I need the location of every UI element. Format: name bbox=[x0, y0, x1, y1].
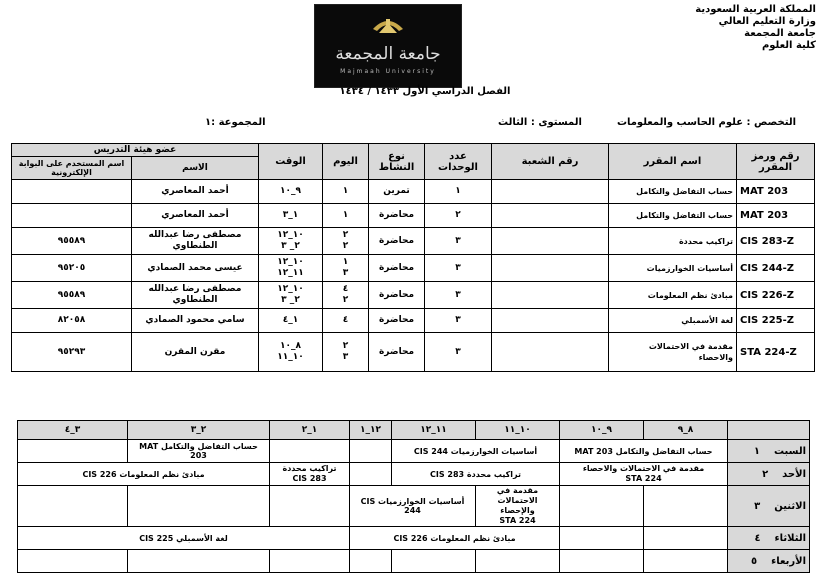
course-code-cell: CIS 225-Z bbox=[737, 309, 815, 333]
units-cell: ٣ bbox=[425, 309, 492, 333]
cell-tue-9-10 bbox=[560, 527, 644, 550]
table-row bbox=[12, 309, 815, 333]
cell-wed-3-4 bbox=[18, 550, 128, 573]
section-cell bbox=[492, 282, 609, 309]
header-faculty-name: الاسم bbox=[132, 157, 259, 180]
cell-wed-2-3 bbox=[128, 550, 270, 573]
course-code-cell: MAT 203 bbox=[737, 204, 815, 228]
day-wednesday: الأربعاء ٥ bbox=[728, 550, 810, 573]
units-cell: ١ bbox=[425, 180, 492, 204]
course-code-cell: CIS 244-Z bbox=[737, 255, 815, 282]
portal-user-cell: ٩٥٥٨٩ bbox=[12, 228, 132, 255]
activity-cell: محاضرة bbox=[369, 333, 425, 372]
section-cell bbox=[492, 180, 609, 204]
timetable-corner bbox=[728, 421, 810, 440]
portal-user-cell bbox=[12, 204, 132, 228]
university-logo bbox=[314, 4, 462, 88]
day-cell: ٢ ٣ bbox=[323, 333, 369, 372]
table-row bbox=[12, 180, 815, 204]
faculty-name-cell: مقرن المقرن bbox=[132, 333, 259, 372]
course-name-cell: تراكيب محددة bbox=[609, 228, 737, 255]
units-cell: ٣ bbox=[425, 282, 492, 309]
header-activity: نوع النشاط bbox=[369, 144, 425, 180]
table-row bbox=[12, 282, 815, 309]
faculty-name-cell: عيسى محمد الصمادي bbox=[132, 255, 259, 282]
time-cell: ١٠_١٢ ٢_ ٣ bbox=[259, 282, 323, 309]
university-line: جامعة المجمعة bbox=[744, 28, 816, 39]
course-code-cell: CIS 283-Z bbox=[737, 228, 815, 255]
section-cell bbox=[492, 228, 609, 255]
section-cell bbox=[492, 333, 609, 372]
cell-sun-12-1 bbox=[350, 463, 392, 486]
header-time: الوقت bbox=[259, 144, 323, 180]
course-name-cell: لغة الأسمبلي bbox=[609, 309, 737, 333]
units-cell: ٣ bbox=[425, 255, 492, 282]
portal-user-cell: ٨٢٠٥٨ bbox=[12, 309, 132, 333]
day-cell: ١ bbox=[323, 204, 369, 228]
time-slot-header: ١٠_١١ bbox=[476, 421, 560, 440]
portal-user-cell: ٩٥٢٩٣ bbox=[12, 333, 132, 372]
section-cell bbox=[492, 309, 609, 333]
cell-wed-1-2 bbox=[270, 550, 350, 573]
portal-user-cell: ٩٥٢٠٥ bbox=[12, 255, 132, 282]
day-cell: ٤ ٢ bbox=[323, 282, 369, 309]
course-name-cell: أساسيات الخوارزميات bbox=[609, 255, 737, 282]
course-code-cell: CIS 226-Z bbox=[737, 282, 815, 309]
college-line: كلية العلوم bbox=[761, 40, 816, 51]
cell-mon-10-11: مقدمة في الاحتمالات والإحصاء STA 224 bbox=[476, 486, 560, 527]
cell-sun-1-2: تراكيب محددة CIS 283 bbox=[270, 463, 350, 486]
cell-mon-2-3 bbox=[128, 486, 270, 527]
portal-user-cell: ٩٥٥٨٩ bbox=[12, 282, 132, 309]
cell-sun-8-10: مقدمة في الاحتمالات والاحصاء STA 224 bbox=[560, 463, 728, 486]
course-name-cell: حساب التفاضل والتكامل bbox=[609, 180, 737, 204]
cell-sat-1-2 bbox=[270, 440, 350, 463]
activity-cell: محاضرة bbox=[369, 309, 425, 333]
header-course-name: اسم المقرر bbox=[609, 144, 737, 180]
portal-user-cell bbox=[12, 180, 132, 204]
cell-sat-10-12: أساسيات الخوارزميات CIS 244 bbox=[392, 440, 560, 463]
course-name-cell: مبادئ نظم المعلومات bbox=[609, 282, 737, 309]
group-label: المجموعة :١ bbox=[205, 117, 266, 128]
time-cell: ١٠_١٢ ٢_ ٣ bbox=[259, 228, 323, 255]
cell-sat-3-4 bbox=[18, 440, 128, 463]
time-slot-header: ٩_١٠ bbox=[560, 421, 644, 440]
time-slot-header: ٣_٤ bbox=[18, 421, 128, 440]
table-row bbox=[12, 228, 815, 255]
day-sunday: الأحد ٢ bbox=[728, 463, 810, 486]
cell-mon-9-10 bbox=[560, 486, 644, 527]
cell-mon-1-2 bbox=[270, 486, 350, 527]
cell-wed-8-9 bbox=[644, 550, 728, 573]
activity-cell: تمرين bbox=[369, 180, 425, 204]
header-portal-user: اسم المستخدم على البوابة الإلكترونية bbox=[12, 157, 132, 180]
course-code-cell: MAT 203 bbox=[737, 180, 815, 204]
time-slot-header: ١٢_١ bbox=[350, 421, 392, 440]
table-row bbox=[12, 204, 815, 228]
time-slot-header: ٨_٩ bbox=[644, 421, 728, 440]
cell-tue-8-9 bbox=[644, 527, 728, 550]
day-cell: ١ bbox=[323, 180, 369, 204]
day-cell: ١ ٣ bbox=[323, 255, 369, 282]
time-slot-header: ١١_١٢ bbox=[392, 421, 476, 440]
weekly-timetable bbox=[17, 420, 810, 573]
day-monday: الاثنين ٣ bbox=[728, 486, 810, 527]
faculty-name-cell: مصطفى رضا عبدالله الطنطاوي bbox=[132, 282, 259, 309]
units-cell: ٣ bbox=[425, 333, 492, 372]
faculty-name-cell: سامي محمود الصمادي bbox=[132, 309, 259, 333]
cell-mon-11-12: أساسيات الخوارزميات CIS 244 bbox=[350, 486, 476, 527]
time-cell: ٨_١٠ ١٠_١١ bbox=[259, 333, 323, 372]
cell-mon-3-4 bbox=[18, 486, 128, 527]
cell-sat-2-3: حساب التفاضل والتكامل MAT 203 bbox=[128, 440, 270, 463]
courses-table bbox=[11, 143, 815, 372]
faculty-name-cell: مصطفى رضا عبدالله الطنطاوي bbox=[132, 228, 259, 255]
table-row bbox=[12, 255, 815, 282]
ministry-line: وزارة التعليم العالي bbox=[718, 16, 816, 27]
country-line: المملكة العربية السعودية bbox=[695, 4, 816, 15]
header-faculty: عضو هيئة التدريس bbox=[12, 144, 259, 157]
cell-wed-9-10 bbox=[560, 550, 644, 573]
institution-header bbox=[695, 4, 816, 52]
time-cell: ١٠_١٢ ١١_١٢ bbox=[259, 255, 323, 282]
activity-cell: محاضرة bbox=[369, 228, 425, 255]
activity-cell: محاضرة bbox=[369, 204, 425, 228]
time-cell: ١_٣ bbox=[259, 204, 323, 228]
cell-mon-8-9 bbox=[644, 486, 728, 527]
course-name-cell: حساب التفاضل والتكامل bbox=[609, 204, 737, 228]
day-cell: ٤ bbox=[323, 309, 369, 333]
cell-sat-8-10: حساب التفاضل والتكامل MAT 203 bbox=[560, 440, 728, 463]
logo-arabic-text: جامعة المجمعة bbox=[335, 44, 441, 64]
section-cell bbox=[492, 255, 609, 282]
cell-sat-12-1 bbox=[350, 440, 392, 463]
semester-title: الفصل الدراسي الأول ١٤٣٣ / ١٤٣٤ bbox=[339, 86, 511, 97]
day-tuesday: الثلاثاء ٤ bbox=[728, 527, 810, 550]
cell-wed-11-12 bbox=[392, 550, 476, 573]
time-cell: ١_٤ bbox=[259, 309, 323, 333]
units-cell: ٢ bbox=[425, 204, 492, 228]
time-cell: ٩_١٠ bbox=[259, 180, 323, 204]
cell-sun-10-12: تراكيب محددة CIS 283 bbox=[392, 463, 560, 486]
activity-cell: محاضرة bbox=[369, 255, 425, 282]
cell-wed-10-11 bbox=[476, 550, 560, 573]
section-cell bbox=[492, 204, 609, 228]
header-units: عدد الوحدات bbox=[425, 144, 492, 180]
header-day: اليوم bbox=[323, 144, 369, 180]
table-row bbox=[12, 333, 815, 372]
faculty-name-cell: أحمد المعاصري bbox=[132, 180, 259, 204]
specialization-label: التخصص : علوم الحاسب والمعلومات bbox=[616, 117, 796, 128]
header-section: رقم الشعبة bbox=[492, 144, 609, 180]
faculty-name-cell: أحمد المعاصري bbox=[132, 204, 259, 228]
units-cell: ٣ bbox=[425, 228, 492, 255]
time-slot-header: ٢_٣ bbox=[128, 421, 270, 440]
logo-english-text: Majmaah University bbox=[340, 68, 436, 75]
cell-sun-2-4: مبادئ نظم المعلومات CIS 226 bbox=[18, 463, 270, 486]
header-course-code: رقم ورمز المقرر bbox=[737, 144, 815, 180]
activity-cell: محاضرة bbox=[369, 282, 425, 309]
cell-tue-1-4: لغة الأسمبلي CIS 225 bbox=[18, 527, 350, 550]
cell-tue-10-12: مبادئ نظم المعلومات CIS 226 bbox=[350, 527, 560, 550]
cell-wed-12-1 bbox=[350, 550, 392, 573]
course-name-cell: مقدمة في الاحتمالات والاحصاء bbox=[609, 333, 737, 372]
level-label: المستوى : الثالث bbox=[498, 117, 582, 128]
course-code-cell: STA 224-Z bbox=[737, 333, 815, 372]
time-slot-header: ١_٢ bbox=[270, 421, 350, 440]
day-saturday: السبت ١ bbox=[728, 440, 810, 463]
day-cell: ٢ ٢ bbox=[323, 228, 369, 255]
